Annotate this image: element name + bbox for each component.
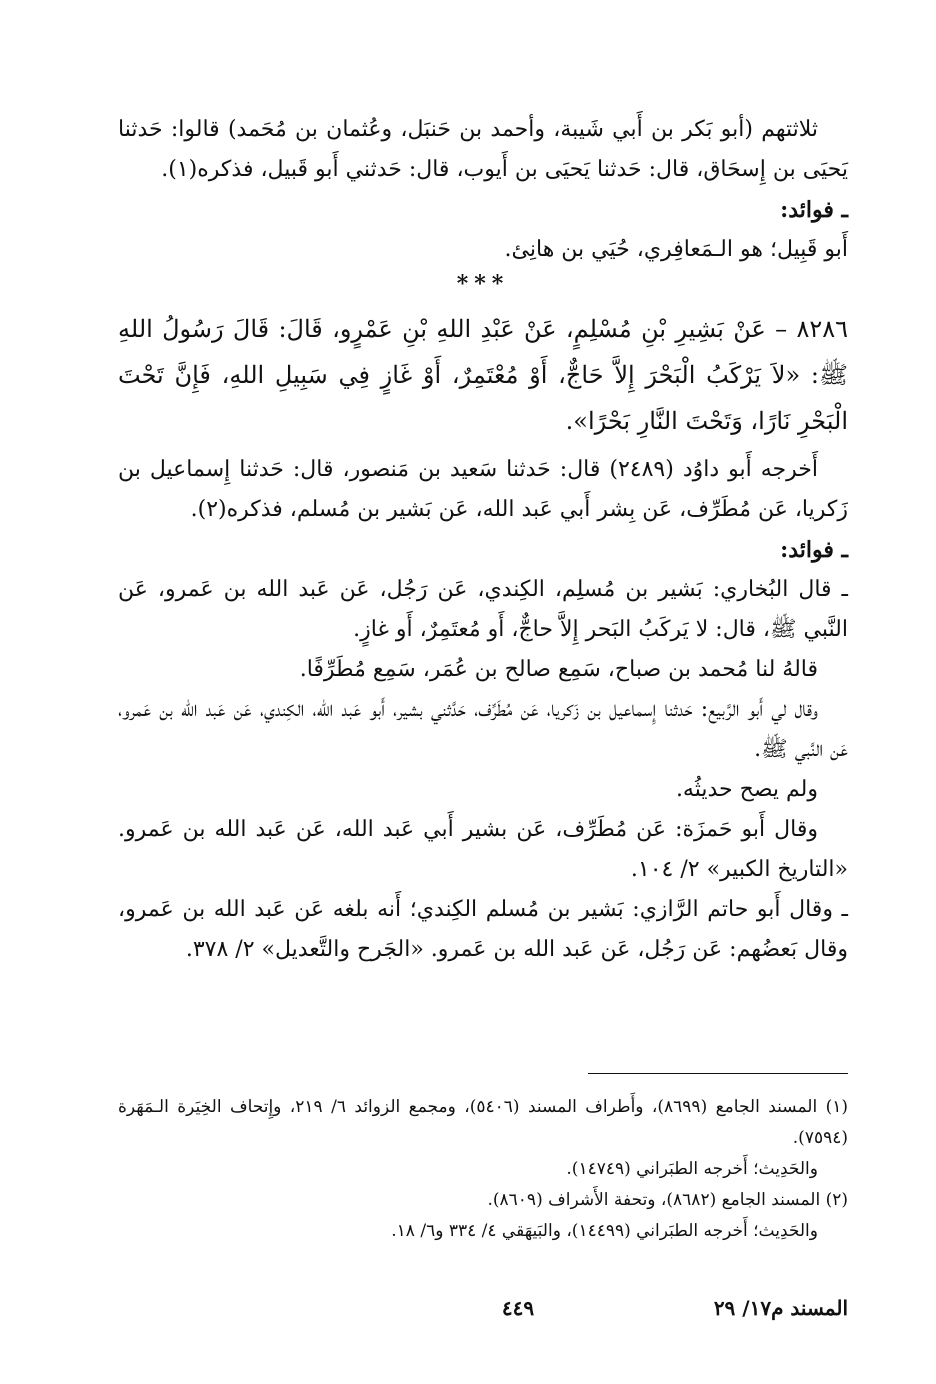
bukhari-paragraph: ـ قال البُخاري: بَشير بن مُسلِم، الكِندي، عَن رَجُل، عَن عَبد الله بن عَمرو، عَن النَّبي ﷺ، قال: لا يَركَبُ البَحر إِلاَّ حاجٌّ، أَو مُعتَمِرٌ، أَو غازٍ.	[118, 577, 848, 642]
footnote-1-note: والحَدِيث؛ أَخرجه الطبَراني (١٤٧٤٩).	[566, 1159, 818, 1179]
benefits-heading: ـ فوائد:	[780, 197, 848, 223]
abu-hatim-paragraph: ـ وقال أَبو حاتم الرَّازي: بَشير بن مُسلم الكِندي؛ أَنه بلغه عَن عَبد الله بن عَمرو، وقال بَعضُهم: عَن رَجُل، عَن عَبد الله بن عَمرو. «الجَرح والتَّعديل» ٢/ ٣٧٨.	[118, 897, 848, 962]
main-text	[118, 110, 848, 970]
narration-paragraph: قالهُ لنا مُحمد بن صباح، سَمِع صالح بن عُمَر، سَمِع مُطَرِّفًا.	[299, 657, 818, 682]
footnote-2: (٢) المسند الجامع (٨٦٨٢)، وتحفة الأَشراف (٨٦٠٩).	[487, 1190, 848, 1210]
footnotes	[118, 1092, 848, 1247]
section-separator: ***	[456, 271, 510, 297]
benefit-paragraph: أَبو قَبِيل؛ هو الـمَعافِري، حُيَي بن هانِئ.	[504, 237, 848, 262]
narration-paragraph: وقال أَبو حَمزَة: عَن مُطَرِّف، عَن بشير أَبي عَبد الله، عَن عَبد الله بن عَمرو. «التاريخ الكبير» ٢/ ١٠٤.	[118, 817, 848, 882]
footnote-divider	[588, 1073, 848, 1074]
chain-paragraph: ثلاثتهم (أبو بَكر بن أَبي شَيبة، وأحمد بن حَنبَل، وعُثمان بن مُحَمد) قالوا: حَدثنا يَحيَى بن إِسحَاق، قال: حَدثنا يَحيَى بن أَيوب، قال: حَدثني أَبو قَبيل، فذكره(١).	[118, 117, 848, 182]
page-number: ٤٤٩	[501, 1296, 535, 1320]
page-footer	[118, 1296, 848, 1336]
narration-paragraph: ولم يصح حديثُه.	[675, 777, 818, 802]
signature-mark: المسند م١٧/ ٢٩	[713, 1296, 848, 1320]
hadith-text: ٨٢٨٦ – عَنْ بَشِيرِ بْنِ مُسْلِمٍ، عَنْ عَبْدِ اللهِ بْنِ عَمْرٍو، قَالَ: قَالَ رَسُولُ اللهِ ﷺ: «لاَ يَرْكَبُ الْبَحْرَ إِلاَّ حَاجٌّ، أَوْ مُعْتَمِرٌ، أَوْ غَازٍ فِي سَبِيلِ اللهِ، فَإِنَّ تَحْتَ الْبَحْرِ نَارًا، وَتَحْتَ النَّارِ بَحْرًا».	[118, 315, 848, 435]
benefits-heading: ـ فوائد:	[780, 537, 848, 563]
footnote-1: (١) المسند الجامع (٨٦٩٩)، وأَطراف المسند (٥٤٠٦)، ومجمع الزوائد ٦/ ٢١٩، وإِتحاف الخِيَرة الـمَهَرة (٧٥٩٤).	[118, 1097, 848, 1148]
footnote-2-note: والحَدِيث؛ أَخرجه الطبَراني (١٤٤٩٩)، والبَيهَقي ٤/ ٣٣٤ و٦/ ١٨.	[391, 1221, 818, 1241]
takhrij-paragraph: أَخرجه أَبو داوُد (٢٤٨٩) قال: حَدثنا سَعيد بن مَنصور، قال: حَدثنا إِسماعيل بن زَكريا، عَن مُطَرِّف، عَن بِشر أَبي عَبد الله، عَن بَشير بن مُسلم، فذكره(٢).	[118, 457, 848, 522]
narration-paragraph: وقال لي أَبو الرَّبيع: حَدثنا إِسماعيل بن زَكريا، عَن مُطَرِّف، حَدَّثني بشير، أَبو عَبد الله، الكِندي، عَن عَبد الله بن عَمرو، عَن النَّبي ﷺ.	[118, 697, 848, 762]
